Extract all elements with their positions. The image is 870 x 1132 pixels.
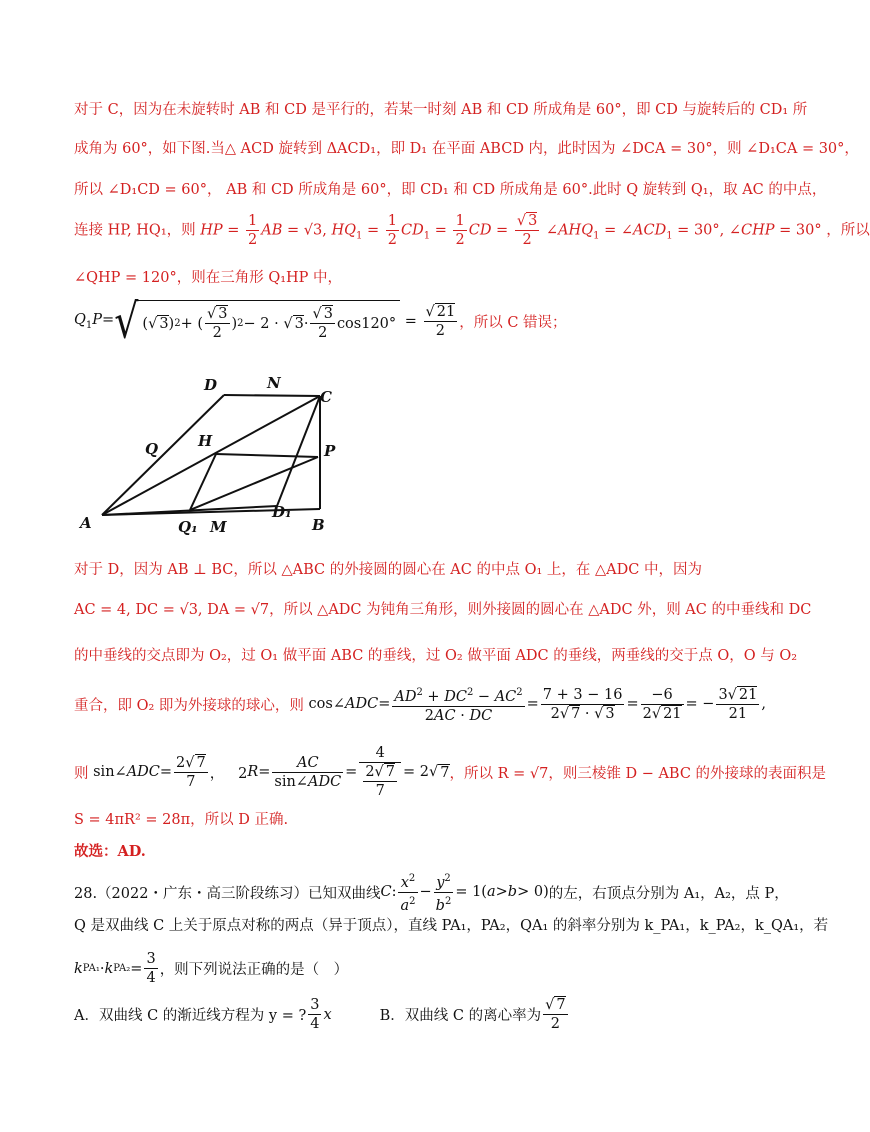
part-d-line-6: S = 4πR² = 28π，所以 D 正确. <box>74 812 289 828</box>
edge-cd1 <box>277 396 320 506</box>
geometry-figure <box>74 372 374 542</box>
label-a: A <box>80 514 92 532</box>
label-q: Q <box>145 440 159 458</box>
part-d-line-5-mid: ，所以 R = √7，则三棱锥 D − ABC 的外接球的表面积是 <box>449 765 827 782</box>
label-p: P <box>324 442 336 460</box>
question-line-1-prefix: 28.（2022・广东・高三阶段练习）已知双曲线 <box>74 885 381 902</box>
part-c-line-4: 连接 HP, HQ₁，则 HP = $\frac{1}{2}$ AB = √3, $HQ_1$ = $\frac{1}{2}$ $CD_1$ = $\frac{1}{2}$ CD = $\frac{√ 3}{2}$ $\angle AHQ_1$ = $\angle ACD_1 = 30^\circ$, ∠CHP = 30° ，所以 <box>74 213 870 248</box>
part-c-line-4-suffix: ，所以 <box>826 222 870 239</box>
label-q1: Q₁ <box>178 518 198 536</box>
part-d-line-5: 则 sin∠ ADC = $\frac{2√ 7}{7}$ ， 2 R = $\frac{AC}{\text{sin∠ADC}}$ = $\frac{4}{\frac{2√ 7}{7}}$ = 2√ 7 ，所以 R = √7，则三棱锥 D − ABC 的外接球的表面积是 <box>74 745 827 799</box>
label-h: H <box>198 432 213 450</box>
option-a: A．双曲线 C 的渐近线方程为 y = ? $\frac{3}{4}$ x <box>74 997 332 1032</box>
label-b: B <box>312 516 325 534</box>
part-c-line-1: 对于 C，因为在未旋转时 AB 和 CD 是平行的，若某一时刻 AB 和 CD 所成角是 60°，即 CD 与旋转后的 CD₁ 所 <box>74 102 808 118</box>
part-c-line-5: ∠QHP = 120°，则在三角形 Q₁HP 中， <box>74 270 343 286</box>
part-d-line-5-prefix: 则 <box>74 765 89 782</box>
question-line-1-suffix: 的左，右顶点分别为 A₁，A₂，点 P， <box>548 885 789 902</box>
part-c-line-4-prefix: 连接 HP, HQ₁，则 <box>74 222 196 239</box>
label-n: N <box>267 374 281 392</box>
option-a-text: A．双曲线 C 的渐近线方程为 y = ? <box>74 1008 307 1024</box>
question-line-2: Q 是双曲线 C 上关于原点对称的两点（异于顶点），直线 PA₁，PA₂，QA₁ 的斜率分别为 k_PA₁，k_PA₂，k_QA₁，若 <box>74 918 829 934</box>
part-d-line-3: 的中垂线的交点即为 O₂，过 O₁ 做平面 ABC 的垂线，过 O₂ 做平面 ADC 的垂线，两垂线的交于点 O，O 与 O₂ <box>74 648 798 664</box>
part-d-line-4: 重合，即 O₂ 即为外接球的球心，则 cos∠ ADC = $\frac{AD^2 + DC^2 - AC^2}{2AC \cdot DC}$ = $\frac{7 + 3 - 16}{2√ 7 \cdot √ 3}$ = $\frac{-6}{2√ 21}$ = − $\frac{3√ 21}{21}$ , <box>74 684 766 725</box>
option-b-text: B．双曲线 C 的离心率为 <box>379 1008 542 1024</box>
part-c-line-2: 成角为 60°，如下图.当△ ACD 旋转到 ΔACD₁，即 D₁ 在平面 ABCD 内，此时因为 ∠DCA = 30°，则 ∠D₁CA = 30°， <box>74 141 859 157</box>
options-row <box>74 996 570 1033</box>
label-m: M <box>210 518 227 536</box>
label-d1: D₁ <box>272 503 292 521</box>
part-c-conclusion: ，所以 C 错误； <box>459 314 567 331</box>
edge-hp <box>216 454 318 457</box>
option-b: B．双曲线 C 的离心率为 $\frac{√ 7}{2}$ <box>379 997 566 1032</box>
label-c: C <box>320 388 332 406</box>
part-d-line-1: 对于 D，因为 AB ⊥ BC，所以 △ABC 的外接圆的圆心在 AC 的中点 O₁ 上，在 △ADC 中，因为 <box>74 562 702 578</box>
part-c-line-3: 所以 ∠D₁CD = 60°， AB 和 CD 所成角是 60°，即 CD₁ 和 CD 所成角是 60°.此时 Q 旋转到 Q₁，取 AC 的中点， <box>74 182 827 198</box>
edge-q1p <box>190 457 318 510</box>
question-line-3-suffix: ，则下列说法正确的是（ ） <box>159 962 349 978</box>
edge-ad <box>102 395 224 515</box>
answer-line: 故选：AD. <box>74 843 146 860</box>
part-d-line-4-prefix: 重合，即 O₂ 即为外接球的球心，则 <box>74 697 304 714</box>
part-d-line-2: AC = 4, DC = √3, DA = √7，所以 △ADC 为钝角三角形，则外接圆的圆心在 △ADC 外，则 AC 的中垂线和 DC <box>74 602 812 618</box>
question-line-1: 28.（2022・广东・高三阶段练习）已知双曲线 C : $\frac{x^2}{a^2}$ − $\frac{y^2}{b^2}$ = 1( a > b > 0) 的左，右顶点分别为 A₁，A₂，点 P， <box>74 870 789 915</box>
q1p-formula: $Q_1P=$ √ (√ 3 ) 2 + ( $\frac{√ 3}{2}$ ) 2 − 2 · √ 3 · $\frac{√ 3}{2}$ cos120° = $\frac{√ 21}{2}$ ，所以 C 错误； <box>74 293 567 349</box>
question-line-3: k PA₁ · k PA₂ = $\frac{3}{4}$ ，则下列说法正确的是（ ） <box>74 951 349 986</box>
label-d: D <box>204 376 218 394</box>
edge-dc <box>224 395 320 396</box>
